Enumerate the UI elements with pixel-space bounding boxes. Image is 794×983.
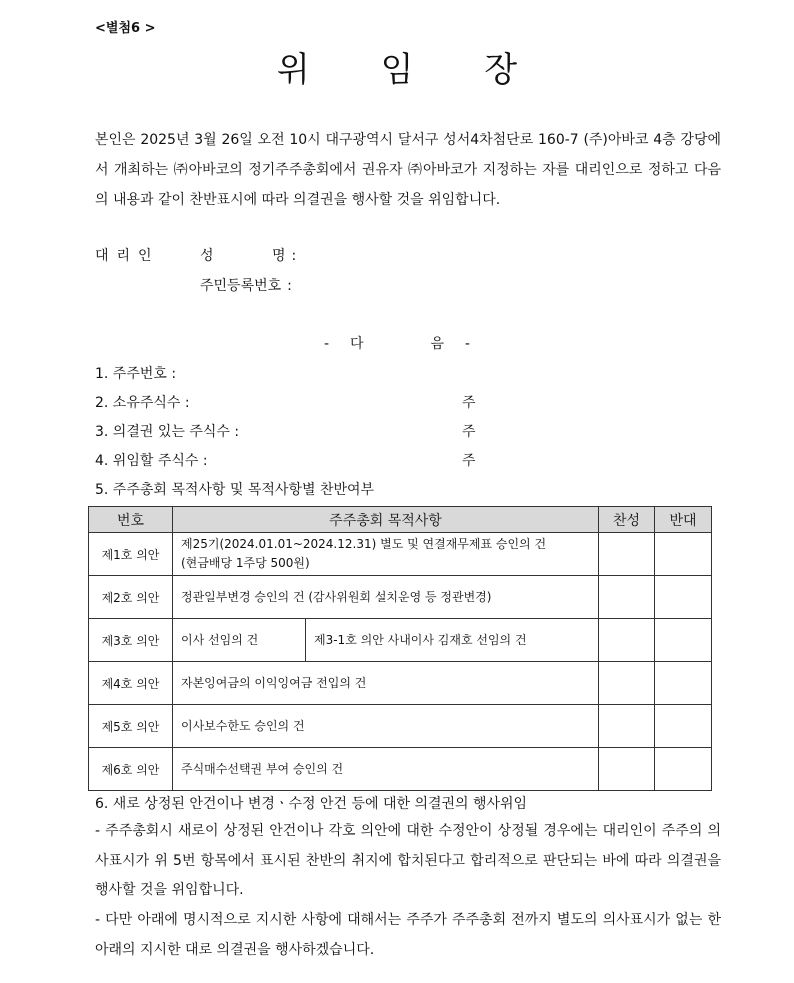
agenda-line-1: 제25기(2024.01.01~2024.12.31) 별도 및 연결재무제표 승인의 건 (181, 537, 547, 551)
vote-for-cell[interactable] (599, 705, 655, 748)
agenda-number: 제4호 의안 (89, 662, 173, 705)
unit-voting-shares: 주 (462, 424, 476, 440)
header-for: 찬성 (599, 507, 655, 533)
agenda-sub-item: 제3-1호 의안 사내이사 김재호 선임의 건 (306, 619, 599, 662)
agenda-number: 제2호 의안 (89, 576, 173, 619)
vote-for-cell[interactable] (599, 662, 655, 705)
agenda-number: 제3호 의안 (89, 619, 173, 662)
intro-paragraph: 본인은 2025년 3월 26일 오전 10시 대구광역시 달서구 성서4차첨단로 160-7 (주)아바코 4층 강당에서 개최하는 ㈜아바코의 정기주주총회에서 권유자 ㈜아바코가 지정하는 자를 대리인으로 정하고 다음의 내용과 같이 찬반표시에 따라 의결권을 행사할 것을 위임합니다. (95, 132, 721, 208)
agenda-description: 자본잉여금의 이익잉여금 전입의 건 (173, 662, 599, 705)
header-against: 반대 (655, 507, 712, 533)
header-number: 번호 (89, 507, 173, 533)
vote-against-cell[interactable] (655, 662, 712, 705)
section-dash-left: - (324, 336, 330, 352)
section-da: 다 (350, 336, 364, 352)
agenda-number: 제5호 의안 (89, 705, 173, 748)
vote-against-cell[interactable] (655, 533, 712, 576)
vote-for-cell[interactable] (599, 533, 655, 576)
table-row (89, 705, 712, 748)
agenda-table (88, 506, 712, 791)
proxy-label: 대리인 (95, 248, 160, 264)
page-title: 위 임 장 (276, 50, 548, 90)
item-delegated-shares: 4. 위임할 주식수 : (95, 453, 208, 469)
vote-for-cell[interactable] (599, 576, 655, 619)
id-number-label: 주민등록번호 (200, 278, 282, 294)
item-shares-owned: 2. 소유주식수 : (95, 395, 190, 411)
delegation-paragraph-2: - 다만 아래에 명시적으로 지시한 사항에 대해서는 주주가 주주총회 전까지 별도의 의사표시가 없는 한 아래의 지시한 대로 의결권을 행사하겠습니다. (95, 912, 721, 958)
agenda-number: 제6호 의안 (89, 748, 173, 791)
item-shareholder-number: 1. 주주번호 : (95, 366, 177, 382)
id-colon: : (287, 278, 292, 294)
vote-against-cell[interactable] (655, 619, 712, 662)
vote-for-cell[interactable] (599, 748, 655, 791)
section-dash-right: - (464, 336, 470, 352)
agenda-number: 제1호 의안 (89, 533, 173, 576)
id-number-field-label (200, 275, 292, 295)
unit-shares-owned: 주 (462, 395, 476, 411)
table-row (89, 576, 712, 619)
agenda-description: 이사 선임의 건 (173, 619, 306, 662)
attachment-label: <별첨6 > (95, 21, 156, 36)
name-label-char-2: 명 (272, 248, 286, 264)
table-header-row (89, 507, 712, 533)
vote-against-cell[interactable] (655, 576, 712, 619)
item-voting-shares: 3. 의결권 있는 주식수 : (95, 424, 240, 440)
table-row (89, 533, 712, 576)
agenda-description: 이사보수한도 승인의 건 (173, 705, 599, 748)
name-field-label (200, 245, 296, 265)
vote-for-cell[interactable] (599, 619, 655, 662)
item-agenda-heading: 5. 주주총회 목적사항 및 목적사항별 찬반여부 (95, 482, 375, 498)
section-heading (0, 333, 794, 353)
agenda-line-2: (현금배당 1주당 500원) (181, 556, 310, 570)
item-new-agenda-delegation: 6. 새로 상정된 안건이나 변경ㆍ수정 안건 등에 대한 의결권의 행사위임 (95, 796, 528, 812)
table-row (89, 662, 712, 705)
unit-delegated-shares: 주 (462, 453, 476, 469)
section-eum: 음 (430, 336, 444, 352)
agenda-description (173, 533, 599, 576)
vote-against-cell[interactable] (655, 748, 712, 791)
delegation-paragraph-1: - 주주총회시 새로이 상정된 안건이나 각호 의안에 대한 수정안이 상정될 경우에는 대리인이 주주의 의사표시가 위 5번 항목에서 표시된 찬반의 취지에 합치된다고 합리적으로 판단되는 바에 따라 의결권을 행사할 것을 위임합니다. (95, 823, 721, 898)
name-label-char-1: 성 (200, 248, 214, 264)
name-colon: : (291, 248, 297, 264)
vote-against-cell[interactable] (655, 705, 712, 748)
table-row (89, 619, 712, 662)
table-row (89, 748, 712, 791)
agenda-description: 정관일부변경 승인의 건 (감사위원회 설치운영 등 정관변경) (173, 576, 599, 619)
agenda-description: 주식매수선택권 부여 승인의 건 (173, 748, 599, 791)
header-subject: 주주총회 목적사항 (173, 507, 599, 533)
